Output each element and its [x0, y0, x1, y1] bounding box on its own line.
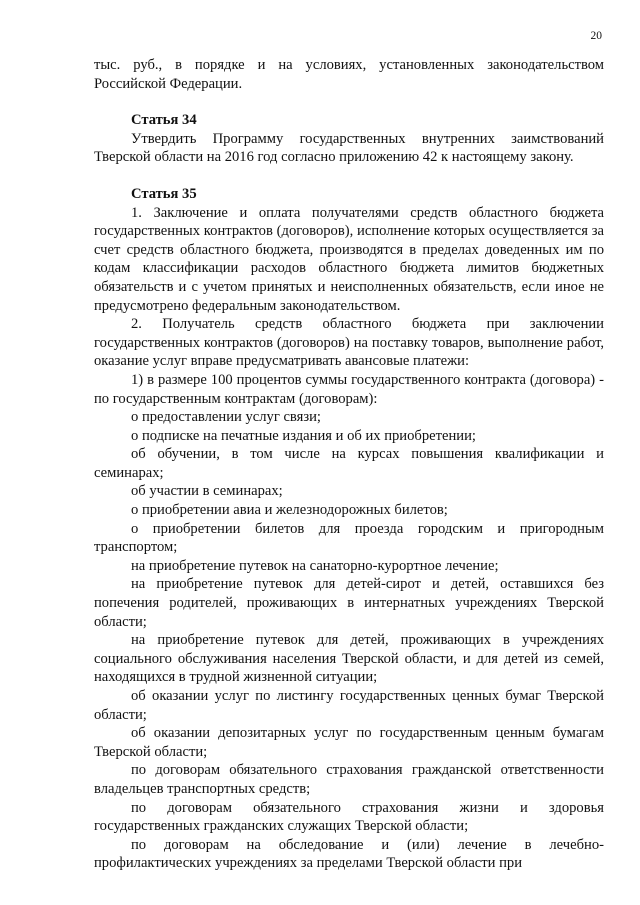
paragraph: 1) в размере 100 процентов суммы государственного контракта (договора) - по государственным контрактам (договорам):	[94, 371, 604, 407]
article-heading: Статья 35	[131, 185, 197, 202]
paragraph: 2. Получатель средств областного бюджета при заключении государственных контрактов (договоров) на поставку товаров, выполнение работ, оказание услуг вправе предусматривать авансовые платежи:	[94, 316, 604, 370]
paragraph-spacer	[94, 167, 604, 185]
paragraph: об оказании услуг по листингу государственных ценных бумаг Тверской области;	[94, 688, 604, 723]
paragraph: о приобретении билетов для проезда городским и пригородным транспортом;	[94, 520, 604, 556]
paragraph: по договорам обязательного страхования гражданской ответственности владельцев транспортных средств;	[94, 762, 604, 797]
paragraph: о предоставлении услуг связи;	[131, 409, 321, 426]
paragraph: о подписке на печатные издания и об их приобретении;	[131, 427, 476, 444]
paragraph: об оказании депозитарных услуг по государственным ценным бумагам Тверской области;	[94, 725, 604, 760]
paragraph: 1. Заключение и оплата получателями средств областного бюджета государственных контрактов (договоров), исполнение которых осуществляется за счет средств областного бюджета, производятся в пределах доведенных им по кодам классификации расходов областного бюджета лимитов бюджетных обязательств и с учетом принятых и неисполненных обязательств, если иное не предусмотрено федеральным законодательством.	[94, 204, 604, 314]
article-heading: Статья 34	[131, 112, 197, 129]
document-body	[94, 56, 604, 873]
paragraph: тыс. руб., в порядке и на условиях, установленных законодательством Российской Федерации.	[94, 57, 604, 92]
page-number: 20	[590, 30, 602, 42]
paragraph: по договорам на обследование и (или) лечение в лечебно-профилактических учреждениях за пределами Тверской области при	[94, 836, 604, 872]
paragraph: на приобретение путевок для детей-сирот и детей, оставшихся без попечения родителей, проживающих в интернатных учреждениях Тверской области;	[94, 576, 604, 630]
paragraph: на приобретение путевок на санаторно-курортное лечение;	[131, 557, 499, 574]
paragraph: по договорам обязательного страхования жизни и здоровья государственных гражданских служащих Тверской области;	[94, 799, 604, 835]
paragraph: об участии в семинарах;	[131, 483, 283, 500]
paragraph: о приобретении авиа и железнодорожных билетов;	[131, 502, 448, 519]
paragraph: об обучении, в том числе на курсах повышения квалификации и семинарах;	[94, 446, 604, 481]
paragraph: Утвердить Программу государственных внутренних заимствований Тверской области на 2016 год согласно приложению 42 к настоящему закону.	[94, 130, 604, 166]
paragraph-spacer	[94, 93, 604, 111]
paragraph: на приобретение путевок для детей, проживающих в учреждениях социального обслуживания населения Тверской области, и для детей из семей, находящихся в трудной жизненной ситуации;	[94, 632, 604, 686]
